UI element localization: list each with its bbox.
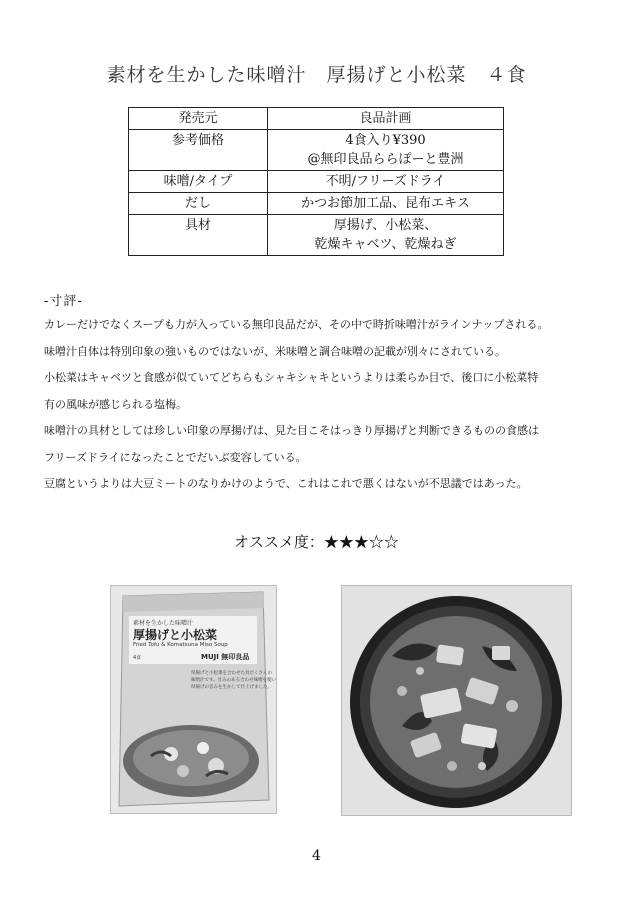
review-line: フリーズドライになったことでだいぶ変容している。: [44, 450, 307, 464]
review-line: 味噌汁の具材としては珍しい印象の厚揚げは、見た目こそはっきり厚揚げと判断できるものの食感は: [44, 424, 539, 437]
spec-value: [268, 215, 504, 256]
review-line: 味噌汁自体は特別印象の強いものではないが、米味噌と調合味噌の記載が別々にされている。: [44, 344, 506, 358]
spec-value: かつお節加工品、昆布エキス: [268, 193, 504, 215]
table-row: [129, 215, 504, 256]
spec-key: 味噌/タイプ: [129, 171, 268, 193]
ingredients-line: 厚揚げ、小松菜、: [333, 218, 438, 233]
package-product-name: 厚揚げと小松菜: [133, 628, 218, 642]
brand-logo: MUJI 無印良品: [201, 653, 250, 661]
page-number: 4: [312, 848, 321, 864]
package-english-name: Fried Tofu & Komatsuna Miso Soup: [133, 642, 228, 648]
spec-value: 良品計画: [268, 108, 504, 130]
spec-key: だし: [129, 193, 268, 215]
spec-key: 参考価格: [129, 130, 268, 171]
table-row: [129, 193, 504, 215]
empty-stars-icon: ☆☆: [368, 533, 399, 551]
table-row: [129, 171, 504, 193]
package-count: 4食: [133, 655, 142, 661]
rating-label: オススメ度：: [234, 533, 324, 551]
package-description-line: 味噌汁です。甘みのある合わせ味噌を使い: [191, 678, 277, 683]
review-line: 豆腐というよりは大豆ミートのなりかけのようで、これはこれで悪くはないが不思議ではあった。: [44, 477, 528, 490]
review-body: [44, 312, 604, 498]
page-title: 素材を生かした味噌汁 厚揚げと小松菜 ４食: [106, 64, 527, 86]
review-line: 小松菜はキャベツと食感が似ていてどちらもシャキシャキというよりは柔らか目で、後口に小松菜特: [44, 371, 539, 384]
soup-bowl-photo: [341, 585, 572, 816]
package-description: [191, 670, 276, 691]
package-photo: [110, 585, 277, 814]
review-heading: -寸評-: [44, 294, 83, 309]
price-value: 4食入り¥390: [345, 133, 426, 148]
spec-key: 発売元: [129, 108, 268, 130]
spec-table: [128, 107, 504, 256]
table-row: [129, 130, 504, 171]
spec-value: [268, 130, 504, 171]
package-top-text: 素材を生かした味噌汁: [133, 620, 194, 627]
ingredients-line: 乾燥キャベツ、乾燥ねぎ: [314, 237, 457, 252]
filled-stars-icon: ★★★: [323, 533, 369, 551]
spec-key: 具材: [129, 215, 268, 256]
store-value: @無印良品ららぽーと豊洲: [307, 152, 464, 167]
review-line: 有の風味が感じられる塩梅。: [44, 397, 187, 411]
soup-bowl-illustration: [342, 586, 571, 815]
recommendation-rating: [0, 531, 633, 552]
package-description-line: 厚揚げと小松菜を合わせた具だくさんの: [191, 671, 272, 676]
package-description-line: 厚揚げの旨みを生かして仕上げました。: [191, 685, 272, 690]
review-line: カレーだけでなくスープも力が入っている無印良品だが、その中で時折味噌汁がラインナップされる。: [44, 318, 549, 331]
table-row: [129, 108, 504, 130]
spec-value: 不明/フリーズドライ: [268, 171, 504, 193]
